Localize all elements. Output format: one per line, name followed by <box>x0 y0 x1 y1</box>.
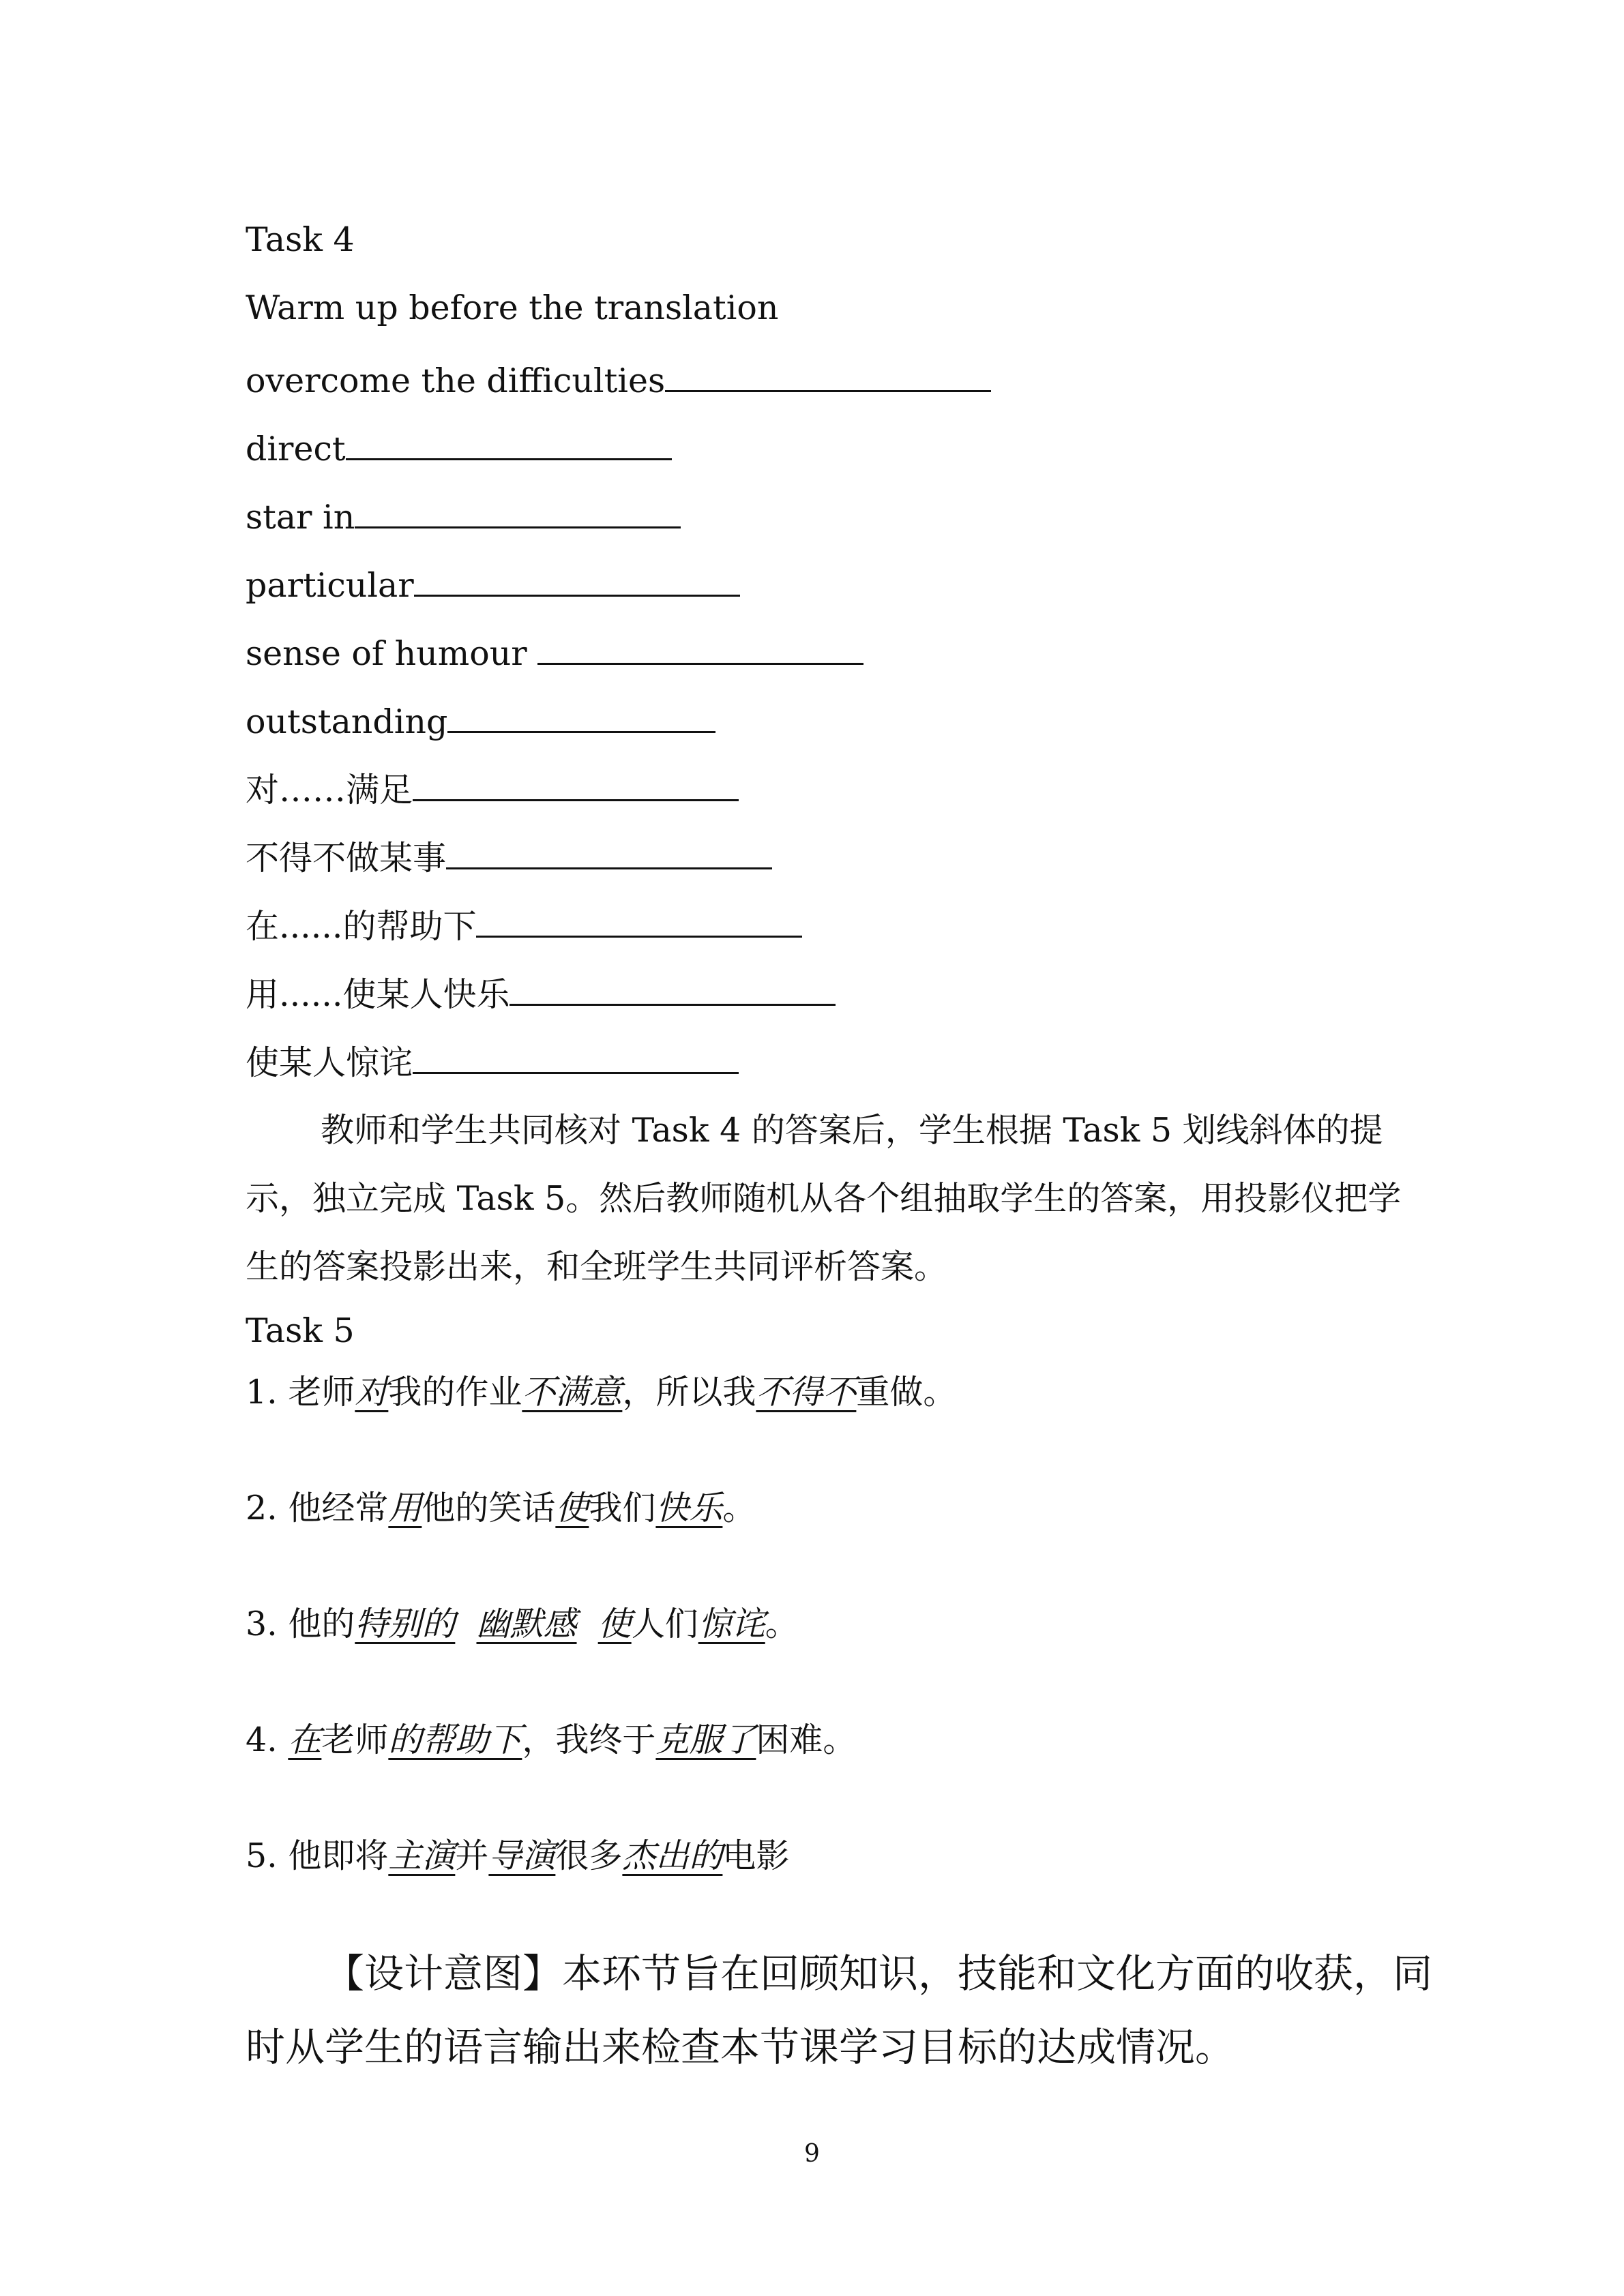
vocab-item <box>246 833 772 879</box>
sentence-text: 老师 <box>321 1720 389 1759</box>
task4-subtitle: Warm up before the translation <box>246 288 779 327</box>
sentence-text: 困难。 <box>756 1720 857 1759</box>
vocab-item <box>246 629 863 674</box>
hint-segment: 克服了 <box>655 1720 756 1759</box>
hint-segment: 使 <box>597 1605 632 1643</box>
answer-blank[interactable] <box>413 765 739 801</box>
vocab-item <box>246 901 802 947</box>
task5-sentence <box>246 1720 856 1761</box>
answer-blank[interactable] <box>447 697 715 733</box>
answer-blank[interactable] <box>414 561 740 597</box>
sentence-text: 我的作业 <box>388 1373 522 1412</box>
vocab-term: 对……满足 <box>246 771 413 809</box>
vocab-item <box>246 356 991 402</box>
sentence-text: 他的笑话 <box>422 1489 556 1527</box>
hint-segment: 惊诧 <box>698 1605 765 1643</box>
hint-segment: 特别的 <box>355 1605 456 1643</box>
vocab-term: direct <box>246 430 346 468</box>
sentence-text: ，所以我 <box>622 1373 756 1412</box>
sentence-text: 很多 <box>555 1836 623 1875</box>
vocab-term: 在......的帮助下 <box>246 907 477 946</box>
vocab-term: particular <box>246 566 414 605</box>
hint-segment: 在 <box>288 1720 322 1759</box>
hint-segment: 导演 <box>488 1836 556 1875</box>
sentence-text <box>455 1605 476 1643</box>
answer-blank[interactable] <box>537 629 863 665</box>
answer-blank[interactable] <box>413 1038 739 1074</box>
vocab-term: 不得不做某事 <box>246 839 447 878</box>
sentence-text: 并 <box>455 1836 489 1875</box>
sentence-text: 人们 <box>631 1605 698 1643</box>
answer-blank[interactable] <box>446 833 772 869</box>
vocab-term: 使某人惊诧 <box>246 1043 413 1082</box>
hint-segment: 对 <box>355 1373 389 1412</box>
task5-title: Task 5 <box>246 1311 355 1350</box>
sentence-text: 。 <box>765 1605 799 1643</box>
sentence-text: ，我终于 <box>522 1720 656 1759</box>
sentence-text: 3. 他的 <box>246 1605 355 1643</box>
sentence-text: 2. 他经常 <box>246 1489 389 1527</box>
vocab-item <box>246 970 836 1015</box>
vocab-term: outstanding <box>246 702 448 741</box>
vocab-term: overcome the difficulties <box>246 361 666 400</box>
vocab-term: 用......使某人快乐 <box>246 975 510 1014</box>
instruction-paragraph: 教师和学生共同核对 Task 4 的答案后，学生根据 Task 5 划线斜体的提示，独立完成 Task 5。然后教师随机从各个组抽取学生的答案，用投影仪把学生的答案投影出来，和全班学生共同评析答案。 <box>246 1111 1402 1286</box>
hint-segment: 不满意 <box>522 1373 623 1412</box>
hint-segment: 不得不 <box>756 1373 857 1412</box>
task5-sentence <box>246 1604 799 1645</box>
hint-segment: 的帮助下 <box>388 1720 522 1759</box>
answer-blank[interactable] <box>355 492 681 528</box>
hint-segment: 使 <box>555 1489 589 1527</box>
design-intent-paragraph: 【设计意图】本环节旨在回顾知识，技能和文化方面的收获，同时从学生的语言输出来检查本节课学习目标的达成情况。 <box>246 1950 1433 2070</box>
vocab-term: sense of humour <box>246 634 538 673</box>
page-number: 9 <box>804 2140 820 2168</box>
sentence-text: 。 <box>722 1489 756 1527</box>
vocab-item <box>246 765 739 811</box>
hint-segment: 快乐 <box>655 1489 723 1527</box>
task5-sentence <box>246 1372 956 1413</box>
sentence-text: 我们 <box>589 1489 656 1527</box>
answer-blank[interactable] <box>476 901 802 938</box>
task5-sentence <box>246 1488 756 1529</box>
sentence-text: 1. 老师 <box>246 1373 355 1412</box>
sentence-text: 5. 他即将 <box>246 1836 389 1875</box>
vocab-item <box>246 1038 739 1084</box>
vocab-item <box>246 697 715 743</box>
vocab-term: star in <box>246 498 355 537</box>
task5-sentence <box>246 1836 789 1877</box>
hint-segment: 主演 <box>388 1836 456 1875</box>
sentence-text: 4. <box>246 1720 289 1759</box>
hint-segment: 幽默感 <box>476 1605 577 1643</box>
answer-blank[interactable] <box>665 356 991 392</box>
task4-title: Task 4 <box>246 220 355 259</box>
sentence-text: 重做。 <box>856 1373 957 1412</box>
answer-blank[interactable] <box>346 424 672 460</box>
vocab-item <box>246 561 740 606</box>
hint-segment: 用 <box>388 1489 422 1527</box>
vocab-item <box>246 424 672 470</box>
hint-segment: 杰出的 <box>622 1836 723 1875</box>
vocab-item <box>246 492 681 538</box>
answer-blank[interactable] <box>510 970 836 1006</box>
sentence-text <box>577 1605 598 1643</box>
sentence-text: 电影 <box>722 1836 790 1875</box>
